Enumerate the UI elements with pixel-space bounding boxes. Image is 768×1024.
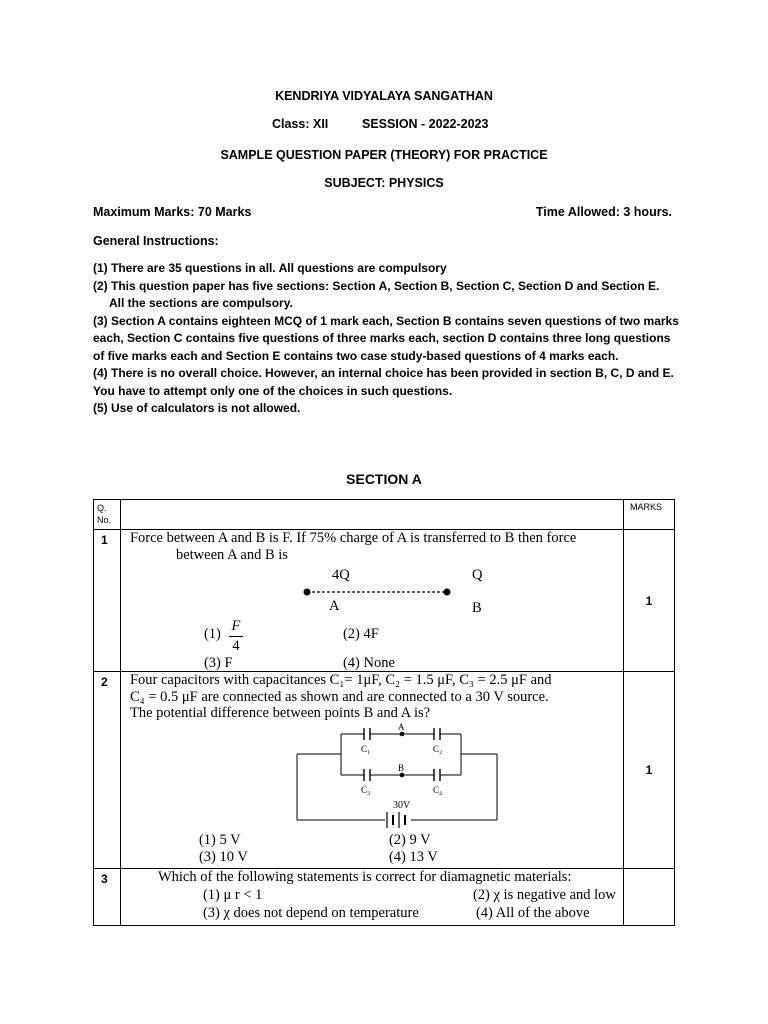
question-text: Force between A and B is F. If 75% charge of A is transferred to B then force (129, 530, 577, 546)
point-a-label: A (328, 598, 340, 614)
point-b-label: B (471, 600, 482, 616)
marks-value: 1 (624, 672, 675, 869)
node-b-dot (400, 773, 405, 778)
max-marks: Maximum Marks: 70 Marks (93, 205, 252, 219)
option-1-numerator: F (231, 618, 241, 634)
instruction-2-cont: All the sections are compulsory. (109, 296, 293, 310)
marks-header: MARKS (624, 500, 675, 530)
node-b-label: B (397, 763, 404, 773)
class-label: Class: XII (272, 117, 329, 131)
question-body (120, 869, 623, 926)
option-2: (2) 9 V (388, 832, 431, 848)
table-row (94, 530, 675, 672)
question-table (93, 499, 675, 926)
instruction-1: (1) There are 35 questions in all. All questions are compulsory (93, 261, 447, 275)
option-1: (1) μ r < 1 (202, 887, 263, 903)
capacitor-circuit-diagram (291, 722, 511, 832)
option-2: (2) 4F (342, 626, 379, 642)
marks-value (624, 869, 675, 926)
c1-label: C₁ (360, 744, 371, 754)
source-voltage-label: 30V (392, 800, 411, 811)
paper-title: SAMPLE QUESTION PAPER (THEORY) FOR PRACTICE (220, 148, 548, 162)
option-3: (3) F (203, 655, 233, 671)
question-text-cont: C₄ = 0.5 μF are connected as shown and are connected to a 30 V source. (129, 689, 549, 705)
charge-b-value: Q (471, 567, 483, 583)
option-1-prefix: (1) (203, 626, 221, 642)
session-label: SESSION - 2022-2023 (362, 117, 489, 131)
question-text-cont: between A and B is (175, 547, 288, 563)
instruction-3: (3) Section A contains eighteen MCQ of 1 mark each, Section B contains seven questions of two marks each, Section C contains five questions of three marks each, section D contains three long questions of five marks each and Section E contains two case study-based questions of 4 marks each. (93, 313, 679, 363)
instruction-2: (2) This question paper has five sections: Section A, Section B, Section C, Section D and Section E. (93, 278, 660, 293)
option-4: (4) None (342, 655, 395, 671)
table-header-row (94, 500, 675, 530)
question-number: 3 (94, 869, 121, 926)
section-title: SECTION A (346, 471, 422, 487)
c2-label: C₂ (432, 744, 443, 754)
charge-a-value: 4Q (331, 567, 350, 583)
table-row (94, 672, 675, 869)
instruction-4: (4) There is no overall choice. However, an internal choice has been provided in section B, C, D and E. You have to attempt only one of the choices in such questions. (93, 366, 674, 398)
question-number: 1 (94, 530, 121, 672)
time-allowed: Time Allowed: 3 hours. (535, 205, 672, 219)
instruction-5: (5) Use of calculators is not allowed. (93, 401, 301, 415)
node-a-dot (400, 732, 405, 737)
question-text-cont: The potential difference between points B and A is? (129, 705, 431, 721)
question-header (120, 500, 623, 530)
instructions-list (93, 260, 683, 418)
option-2: (2) χ is negative and low (472, 887, 616, 903)
question-number: 2 (94, 672, 121, 869)
c4-label: C₄ (432, 785, 443, 795)
option-3: (3) χ does not depend on temperature (202, 905, 419, 921)
c3-label: C₃ (360, 785, 371, 795)
option-1-denominator: 4 (232, 638, 240, 654)
instructions-heading: General Instructions: (93, 234, 219, 248)
table-row (94, 869, 675, 926)
option-1: (1) 5 V (198, 832, 241, 848)
charges-diagram (291, 566, 471, 616)
question-text: Four capacitors with capacitances C₁= 1μF, C₂ = 1.5 μF, C₃ = 2.5 μF and (129, 672, 552, 688)
qno-header: Q. No. (94, 500, 121, 530)
marks-value: 1 (624, 530, 675, 672)
option-4: (4) 13 V (388, 849, 438, 865)
charge-a-dot (303, 589, 310, 596)
org-title: KENDRIYA VIDYALAYA SANGATHAN (275, 89, 493, 103)
subject-title: SUBJECT: PHYSICS (324, 176, 444, 190)
charge-b-dot (443, 589, 450, 596)
question-body (120, 530, 623, 672)
option-3: (3) 10 V (198, 849, 248, 865)
fraction-bar (229, 636, 243, 637)
option-4: (4) All of the above (475, 905, 590, 921)
node-a-label: A (397, 722, 405, 732)
question-body (120, 672, 623, 869)
question-text: Which of the following statements is correct for diamagnetic materials: (157, 869, 572, 885)
